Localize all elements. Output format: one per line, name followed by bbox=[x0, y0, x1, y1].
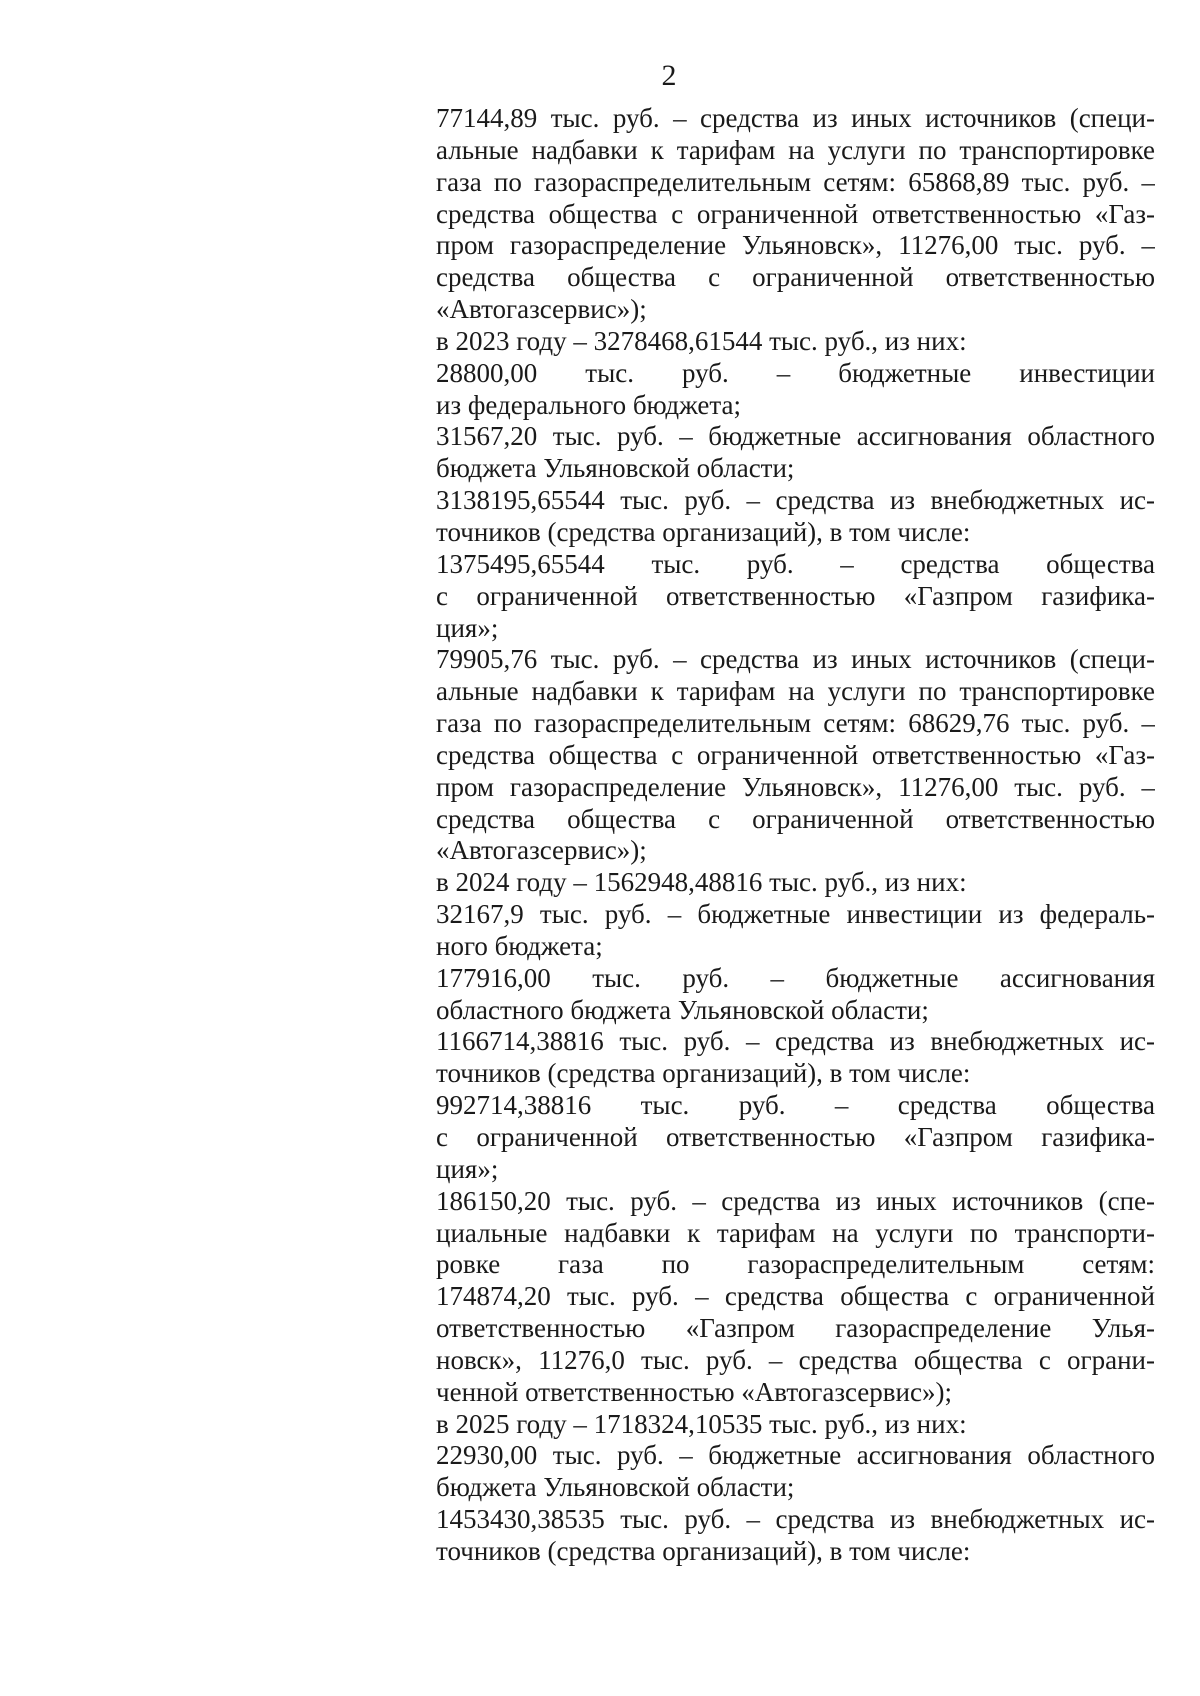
text-line: точников (средства организаций), в том числе: bbox=[436, 516, 971, 547]
text-line: ответственностью «Газпром газораспределение Улья- bbox=[436, 1313, 1155, 1344]
text-line: 77144,89 тыс. руб. – средства из иных источников (специ- bbox=[436, 103, 1155, 133]
text-line: в 2025 году – 1718324,10535 тыс. руб., из них: bbox=[436, 1408, 967, 1439]
text-line: ченной ответственностью «Автогазсервис»); bbox=[436, 1376, 952, 1407]
text-line: 3138195,65544 тыс. руб. – средства из внебюджетных ис- bbox=[436, 485, 1155, 516]
page-number: 2 bbox=[661, 59, 677, 92]
text-line: 1375495,65544 тыс. руб. – средства общества bbox=[436, 548, 1155, 579]
text-line: ного бюджета; bbox=[436, 930, 603, 961]
text-line: ция»; bbox=[436, 1153, 499, 1184]
text-line: «Автогазсервис»); bbox=[436, 294, 647, 325]
text-line: точников (средства организаций), в том числе: bbox=[436, 1058, 971, 1089]
text-line: 186150,20 тыс. руб. – средства из иных источников (спе- bbox=[436, 1185, 1155, 1216]
text-line: точников (средства организаций), в том числе: bbox=[436, 1535, 971, 1566]
text-line: 992714,38816 тыс. руб. – средства общества bbox=[436, 1090, 1155, 1121]
text-line: бюджета Ульяновской области; bbox=[436, 453, 795, 484]
text-line: из федерального бюджета; bbox=[436, 389, 741, 420]
text-line: в 2024 году – 1562948,48816 тыс. руб., из них: bbox=[436, 867, 967, 898]
text-line: пром газораспределение Ульяновск», 11276,00 тыс. руб. – bbox=[436, 771, 1155, 802]
text-line: средства общества с ограниченной ответственностью «Газ- bbox=[436, 198, 1155, 229]
text-line: с ограниченной ответственностью «Газпром газифика- bbox=[436, 580, 1155, 611]
text-line: альные надбавки к тарифам на услуги по транспортировке bbox=[436, 134, 1155, 165]
text-line: 22930,00 тыс. руб. – бюджетные ассигнования областного bbox=[436, 1440, 1155, 1471]
text-line: 177916,00 тыс. руб. – бюджетные ассигнования bbox=[436, 962, 1155, 993]
text-line: 32167,9 тыс. руб. – бюджетные инвестиции из федераль- bbox=[436, 899, 1155, 930]
text-line: пром газораспределение Ульяновск», 11276,00 тыс. руб. – bbox=[436, 230, 1155, 261]
text-line: «Автогазсервис»); bbox=[436, 835, 647, 866]
text-line: 79905,76 тыс. руб. – средства из иных источников (специ- bbox=[436, 644, 1155, 675]
text-line: газа по газораспределительным сетям: 65868,89 тыс. руб. – bbox=[436, 166, 1155, 197]
text-line: альные надбавки к тарифам на услуги по транспортировке bbox=[436, 676, 1155, 707]
text-line: ровке газа по газораспределительным сетям: bbox=[436, 1249, 1155, 1280]
text-line: средства общества с ограниченной ответственностью bbox=[436, 262, 1155, 293]
text-line: 174874,20 тыс. руб. – средства общества с ограниченной bbox=[436, 1281, 1155, 1312]
text-line: средства общества с ограниченной ответственностью «Газ- bbox=[436, 739, 1155, 770]
text-line: в 2023 году – 3278468,61544 тыс. руб., из них: bbox=[436, 325, 967, 356]
text-line: областного бюджета Ульяновской области; bbox=[436, 994, 929, 1025]
text-line: новск», 11276,0 тыс. руб. – средства общества с ограни- bbox=[436, 1344, 1155, 1375]
text-line: газа по газораспределительным сетям: 68629,76 тыс. руб. – bbox=[436, 708, 1155, 739]
text-line: 1166714,38816 тыс. руб. – средства из внебюджетных ис- bbox=[436, 1026, 1155, 1057]
text-line: циальные надбавки к тарифам на услуги по транспорти- bbox=[436, 1217, 1155, 1248]
text-line: 1453430,38535 тыс. руб. – средства из внебюджетных ис- bbox=[436, 1504, 1155, 1535]
text-line: с ограниченной ответственностью «Газпром газифика- bbox=[436, 1122, 1155, 1152]
text-line: бюджета Ульяновской области; bbox=[436, 1472, 795, 1503]
document-body bbox=[436, 103, 1155, 1568]
text-line: ция»; bbox=[436, 612, 499, 643]
text-line: 31567,20 тыс. руб. – бюджетные ассигнования областного bbox=[436, 421, 1155, 452]
text-line: 28800,00 тыс. руб. – бюджетные инвестиции bbox=[436, 357, 1155, 388]
text-line: средства общества с ограниченной ответственностью bbox=[436, 803, 1155, 834]
